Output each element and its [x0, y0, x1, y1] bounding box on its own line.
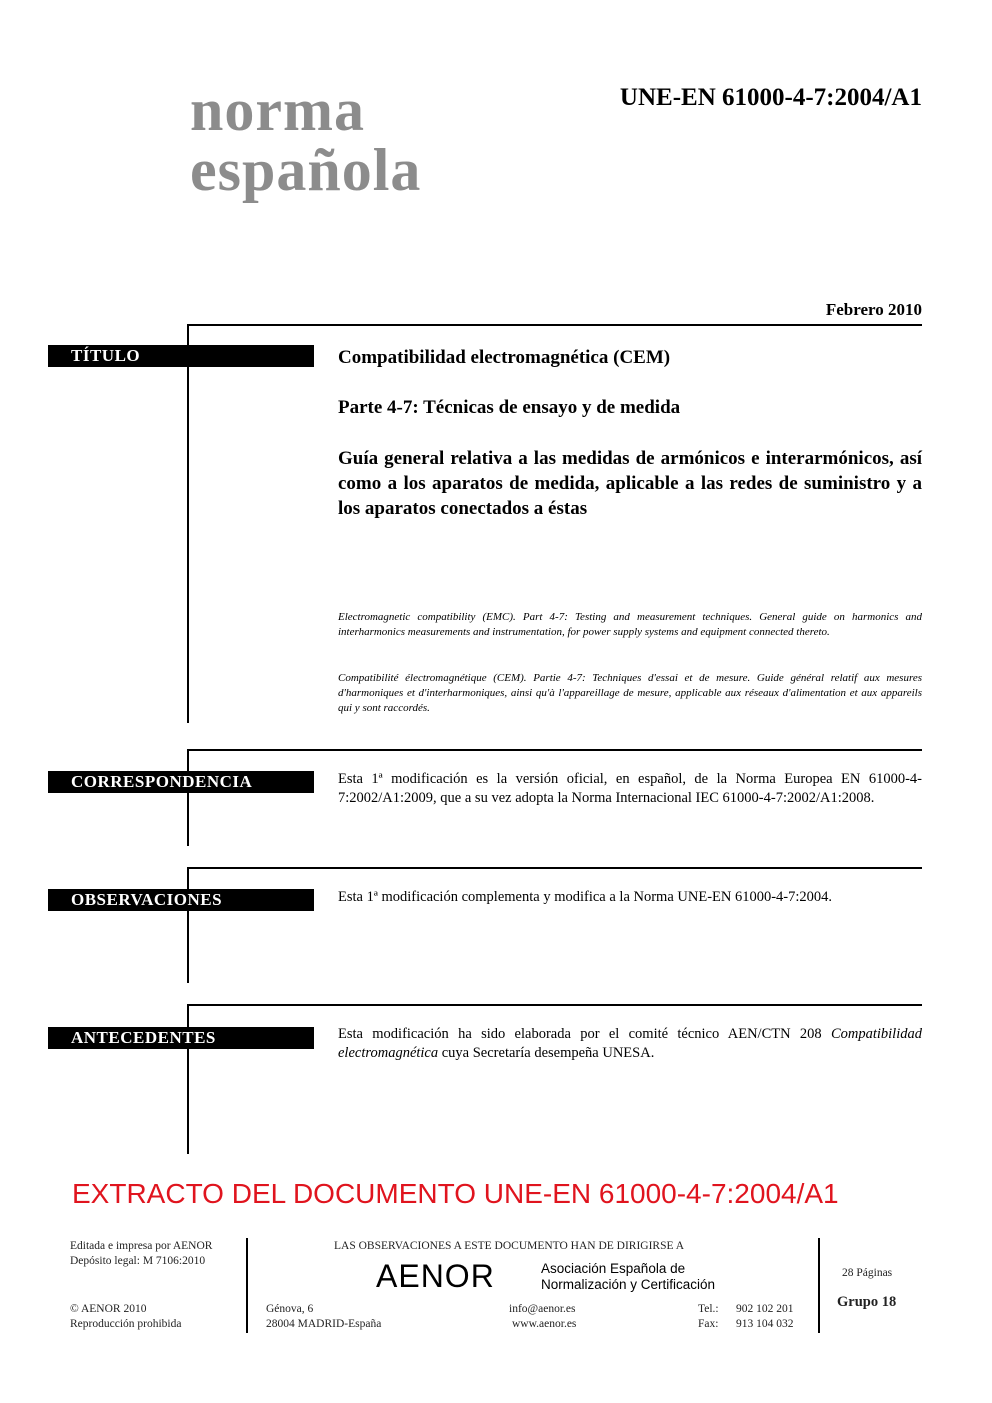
footer-deposit: Depósito legal: M 7106:2010	[70, 1255, 206, 1267]
aenor-logo: AENOR	[376, 1258, 495, 1294]
antecedentes-text-2: cuya Secretaría desempeña UNESA.	[438, 1045, 655, 1061]
footer-reproduction: Reproducción prohibida	[70, 1318, 182, 1330]
aenor-organization-name	[541, 1261, 715, 1293]
section-rule-titulo	[188, 324, 922, 326]
title-main: Compatibilidad electromagnética (CEM)	[338, 347, 671, 368]
footer-address	[266, 1302, 381, 1332]
footer-edited: Editada e impresa por AENOR	[70, 1240, 213, 1252]
label-correspondencia: CORRESPONDENCIA	[48, 771, 314, 793]
publication-date: Febrero 2010	[825, 300, 922, 319]
address-city: 28004 MADRID-España	[266, 1318, 382, 1330]
address-street: Génova, 6	[266, 1303, 314, 1315]
org-line-1: Asociación Española de	[541, 1261, 686, 1276]
section-rule-antecedentes	[188, 1004, 922, 1006]
brand-line-2: española	[190, 137, 422, 203]
footer-divider-left	[246, 1238, 248, 1333]
footer-divider-right	[818, 1238, 820, 1333]
page-count: 28 Páginas	[842, 1267, 893, 1279]
title-french: Compatibilité électromagnétique (CEM). Partie 4-7: Techniques d'essai et de mesure. Guide général relatif aux mesures d'harmoniques et d'interharmoniques, ainsi qu'à l'appareillage de mesure, applicable aux réseaux d'alimentation et aux appareils qui y sont raccordés.	[338, 672, 922, 714]
footer-email[interactable]: info@aenor.es	[509, 1303, 576, 1315]
footer-phone-numbers	[736, 1302, 794, 1332]
brand-line-1: norma	[190, 77, 365, 143]
tel-number: 902 102 201	[736, 1303, 794, 1315]
title-part: Parte 4-7: Técnicas de ensayo y de medida	[338, 397, 681, 418]
tel-label: Tel.:	[698, 1303, 719, 1315]
correspondencia-text: Esta 1ª modificación es la versión oficial, en español, de la Norma Europea EN 61000-4-7:2002/A1:2009, que a su vez adopta la Norma Internacional IEC 61000-4-7:2002/A1:2008.	[338, 771, 922, 806]
standard-code: UNE-EN 61000-4-7:2004/A1	[619, 84, 922, 111]
footer-web[interactable]: www.aenor.es	[512, 1318, 577, 1330]
label-antecedentes: ANTECEDENTES	[48, 1027, 314, 1049]
footer-phone-labels	[698, 1302, 719, 1332]
antecedentes-text-1: Esta modificación ha sido elaborada por el comité técnico AEN/CTN 208	[338, 1026, 831, 1042]
footer-copyright-block	[70, 1302, 181, 1332]
title-english: Electromagnetic compatibility (EMC). Part 4-7: Testing and measurement techniques. General guide on harmonics and interharmonics measurements and instrumentation, for power supply systems and equipment connected thereto.	[338, 611, 922, 638]
section-vline-observaciones	[187, 867, 189, 983]
antecedentes-text	[338, 1025, 922, 1063]
footer-edition	[70, 1239, 212, 1269]
fax-label: Fax:	[698, 1318, 719, 1330]
section-vline-titulo	[187, 324, 189, 723]
group-number: Grupo 18	[837, 1294, 897, 1310]
antecedentes-committee-name: Compatibilidad electromagnética	[338, 1026, 922, 1061]
norma-espanola-brand	[190, 77, 422, 203]
extract-banner: EXTRACTO DEL DOCUMENTO UNE-EN 61000-4-7:2004/A1	[72, 1178, 839, 1209]
footer-copyright: © AENOR 2010	[70, 1303, 147, 1315]
org-line-2: Normalización y Certificación	[541, 1277, 716, 1292]
observaciones-text: Esta 1ª modificación complementa y modifica a la Norma UNE-EN 61000-4-7:2004.	[338, 889, 833, 905]
footer-contact	[509, 1302, 576, 1332]
footer-notice: LAS OBSERVACIONES A ESTE DOCUMENTO HAN DE DIRIGIRSE A	[334, 1240, 685, 1252]
fax-number: 913 104 032	[736, 1318, 794, 1330]
section-rule-correspondencia	[188, 749, 922, 751]
label-observaciones: OBSERVACIONES	[48, 889, 314, 911]
title-guide: Guía general relativa a las medidas de armónicos e interarmónicos, así como a los aparatos de medida, aplicable a las redes de suministro y a los aparatos conectados a éstas	[338, 448, 922, 519]
label-titulo: TÍTULO	[48, 345, 314, 367]
section-rule-observaciones	[188, 867, 922, 869]
section-vline-correspondencia	[187, 749, 189, 846]
